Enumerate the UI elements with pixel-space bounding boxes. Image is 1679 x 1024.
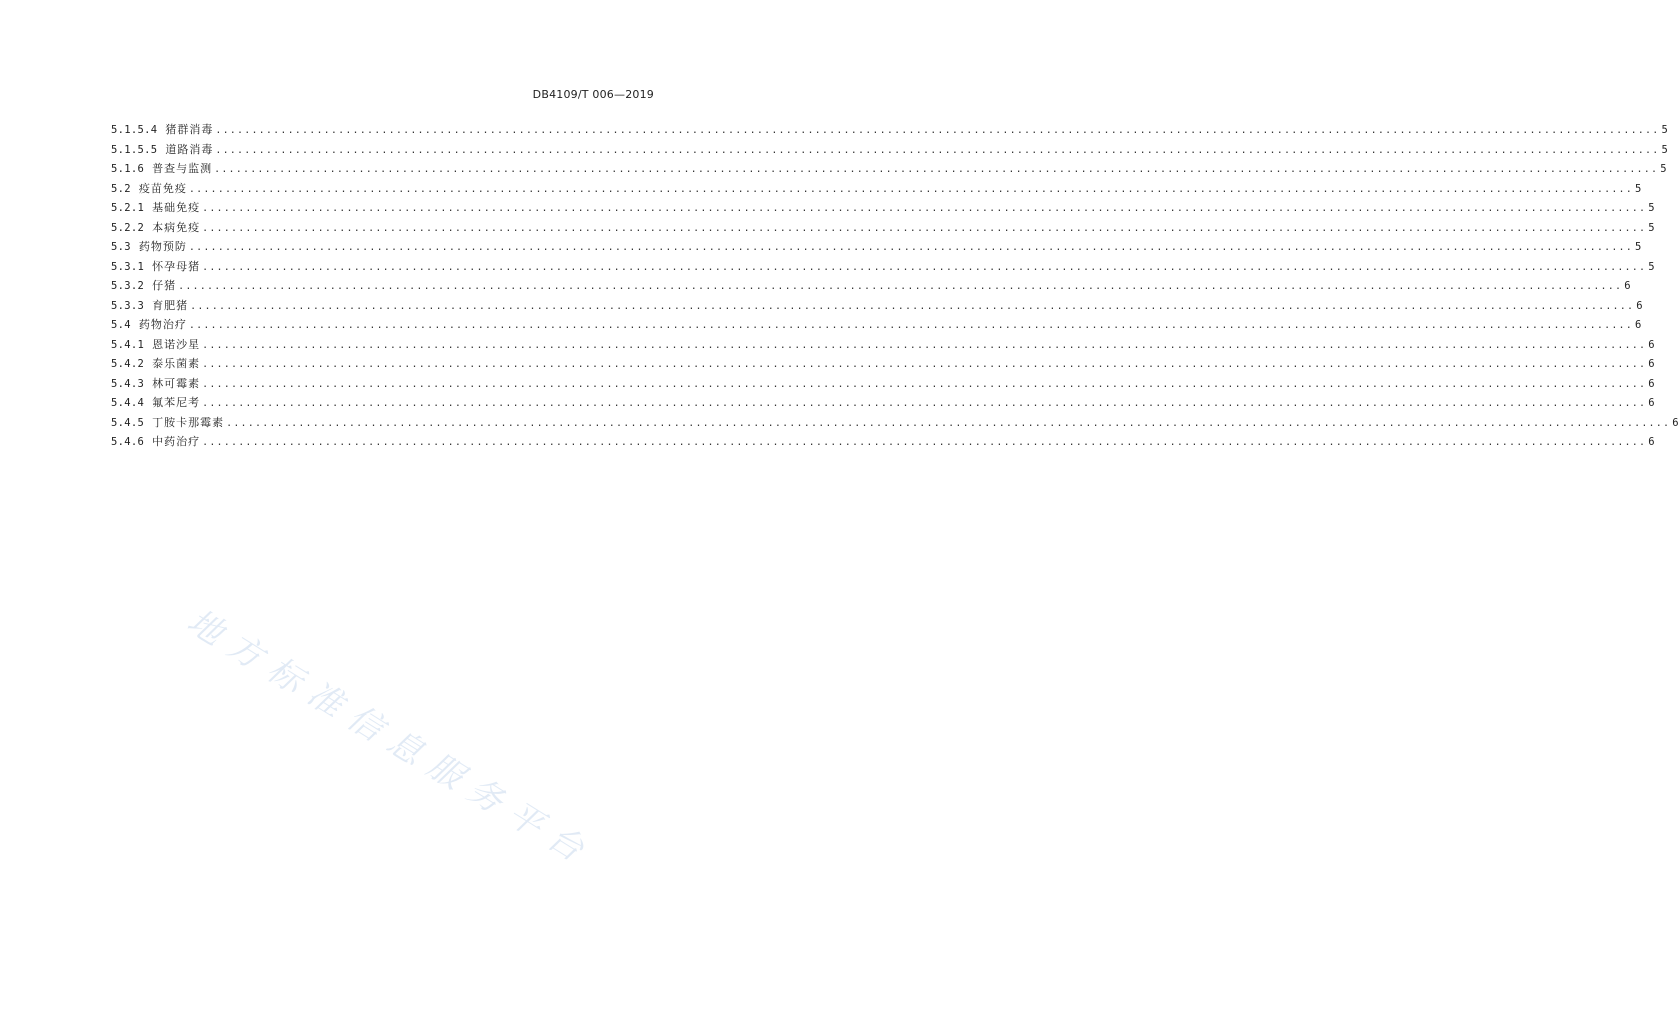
toc-entry-page: 5: [1661, 143, 1668, 156]
watermark-char: 平: [500, 793, 551, 846]
toc-dot-leader: ........................................................................................................................................................................................................: [188, 183, 1633, 195]
document-code: DB4109/T 006—2019: [532, 88, 654, 101]
toc-entry-title: 猪群消毒: [165, 123, 214, 136]
toc-dot-leader: ........................................................................................................................................................................................................: [202, 437, 1647, 448]
watermark-char: 务: [460, 769, 511, 822]
toc-entry-title: 恩诺沙星: [152, 337, 201, 351]
toc-entry-page: 5: [1634, 241, 1642, 253]
toc-entry-number: 5.3: [111, 241, 131, 253]
toc-dot-leader: ........................................................................................................................................................................................................: [202, 261, 1647, 273]
toc-entry-number: 5.1.5.5: [111, 143, 158, 156]
table-of-contents: [111, 120, 1679, 452]
toc-dot-leader: ........................................................................................................................................................................................................: [188, 320, 1633, 331]
toc-entry-title: 育肥猪: [152, 298, 189, 312]
toc-entry-title: 基础免疫: [152, 201, 201, 214]
toc-entry-page: 6: [1624, 280, 1631, 292]
watermark-char: 方: [220, 625, 271, 678]
toc-entry-page: 6: [1648, 397, 1655, 409]
toc-entry-title: 道路消毒: [165, 142, 214, 156]
toc-entry-title: 林可霉素: [152, 376, 201, 390]
toc-entry[interactable]: [111, 276, 1631, 296]
toc-entry[interactable]: [111, 413, 1679, 433]
toc-dot-leader: ........................................................................................................................................................................................................: [202, 378, 1647, 390]
toc-entry-title: 丁胺卡那霉素: [152, 415, 225, 429]
toc-entry-title: 疫苗免疫: [138, 181, 187, 195]
toc-entry[interactable]: [111, 257, 1655, 277]
toc-entry-number: 5.4.4: [111, 397, 145, 409]
toc-entry-page: 5: [1634, 182, 1642, 195]
toc-entry-page: 5: [1648, 260, 1655, 273]
toc-entry[interactable]: [111, 374, 1655, 394]
toc-entry[interactable]: [111, 159, 1667, 179]
toc-entry[interactable]: [111, 296, 1643, 316]
toc-entry-number: 5.2.2: [111, 221, 145, 234]
toc-entry-title: 仔猪: [152, 279, 177, 292]
toc-entry-number: 5.1.5.4: [111, 124, 158, 136]
toc-entry-title: 普查与监测: [152, 162, 213, 175]
toc-entry-page: 6: [1636, 299, 1643, 312]
toc-entry-title: 中药治疗: [152, 435, 201, 448]
watermark-char: 息: [380, 721, 431, 774]
toc-dot-leader: ........................................................................................................................................................................................................: [188, 242, 1633, 253]
watermark-char: 服: [420, 745, 471, 798]
watermark-char: 标: [260, 649, 311, 702]
toc-entry-number: 5.3.1: [111, 260, 145, 273]
toc-entry[interactable]: [111, 198, 1655, 218]
watermark-char: 信: [340, 697, 391, 750]
toc-entry-title: 泰乐菌素: [152, 357, 201, 370]
toc-entry-number: 5.4.6: [111, 436, 145, 448]
toc-entry[interactable]: [111, 140, 1668, 160]
toc-entry-page: 6: [1648, 338, 1655, 351]
toc-entry-title: 药物治疗: [138, 318, 187, 331]
toc-entry-title: 药物预防: [138, 240, 187, 253]
toc-entry-title: 氟苯尼考: [152, 396, 201, 409]
toc-entry-page: 6: [1648, 436, 1655, 448]
toc-entry-page: 5: [1660, 163, 1667, 175]
toc-entry-title: 怀孕母猪: [152, 259, 201, 273]
toc-dot-leader: ........................................................................................................................................................................................................: [215, 144, 1660, 156]
toc-entry[interactable]: [111, 179, 1642, 199]
toc-dot-leader: ........................................................................................................................................................................................................: [202, 203, 1647, 214]
toc-dot-leader: ........................................................................................................................................................................................................: [202, 398, 1647, 409]
toc-entry-number: 5.4.1: [111, 338, 145, 351]
toc-dot-leader: ........................................................................................................................................................................................................: [178, 281, 1623, 292]
toc-entry-page: 6: [1648, 377, 1655, 390]
toc-entry-number: 5.3.2: [111, 280, 145, 292]
watermark-char: 台: [540, 817, 591, 870]
toc-entry[interactable]: [111, 393, 1655, 413]
toc-dot-leader: ........................................................................................................................................................................................................: [202, 222, 1647, 234]
toc-dot-leader: ........................................................................................................................................................................................................: [226, 417, 1671, 429]
toc-entry-number: 5.2.1: [111, 202, 145, 214]
toc-dot-leader: ........................................................................................................................................................................................................: [214, 164, 1659, 175]
toc-entry[interactable]: [111, 120, 1668, 140]
toc-entry-number: 5.4.2: [111, 358, 145, 370]
toc-entry-page: 5: [1648, 202, 1655, 214]
toc-dot-leader: ........................................................................................................................................................................................................: [190, 300, 1635, 312]
toc-dot-leader: ........................................................................................................................................................................................................: [202, 359, 1647, 370]
toc-entry[interactable]: [111, 237, 1642, 257]
toc-entry[interactable]: [111, 335, 1655, 355]
toc-entry[interactable]: [111, 432, 1655, 452]
toc-entry-number: 5.1.6: [111, 163, 145, 175]
toc-entry-page: 6: [1634, 319, 1642, 331]
toc-entry-page: 6: [1648, 358, 1655, 370]
watermark: [180, 600, 620, 870]
toc-entry-page: 5: [1661, 124, 1668, 136]
toc-dot-leader: ........................................................................................................................................................................................................: [202, 339, 1647, 351]
toc-entry-number: 5.4.5: [111, 416, 145, 429]
toc-entry-number: 5.4.3: [111, 377, 145, 390]
toc-entry-page: 6: [1672, 416, 1679, 429]
toc-entry-page: 5: [1648, 221, 1655, 234]
toc-entry-title: 本病免疫: [152, 220, 201, 234]
toc-entry-number: 5.4: [111, 319, 131, 331]
toc-dot-leader: ........................................................................................................................................................................................................: [215, 125, 1660, 136]
toc-entry[interactable]: [111, 218, 1655, 238]
toc-entry-number: 5.3.3: [111, 299, 145, 312]
toc-entry[interactable]: [111, 315, 1642, 335]
watermark-char: 准: [300, 673, 351, 726]
toc-entry-number: 5.2: [111, 182, 131, 195]
watermark-char: 地: [180, 601, 231, 654]
toc-entry[interactable]: [111, 354, 1655, 374]
